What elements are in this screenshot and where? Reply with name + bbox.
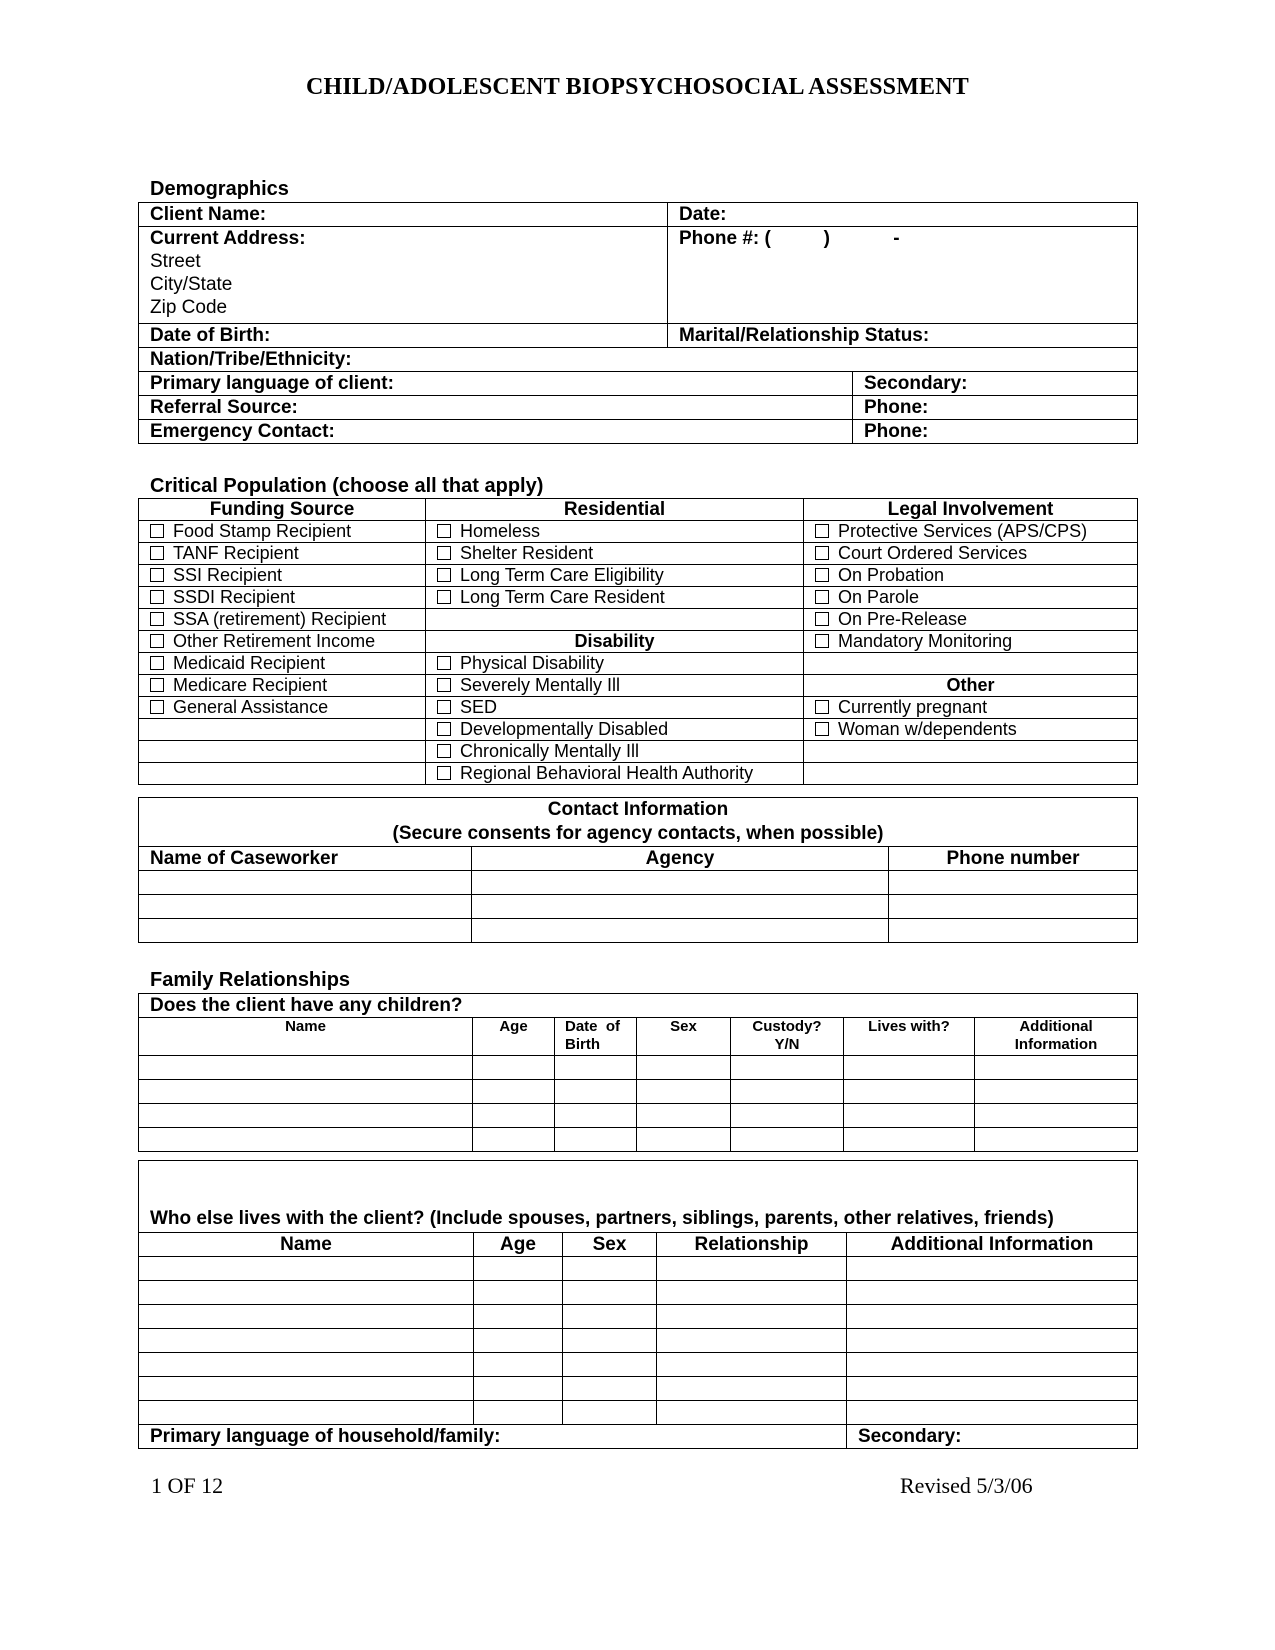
option-physical-disability[interactable]: Physical Disability [426,653,804,675]
client-name-field[interactable]: Client Name: [139,203,668,227]
checkbox[interactable] [150,568,164,582]
child-additional-info-header: Additional Information [975,1018,1138,1056]
child-sex-header: Sex [637,1018,731,1056]
option-probation[interactable]: On Probation [804,565,1138,587]
table-cell[interactable] [563,1401,657,1425]
table-cell[interactable] [473,1128,555,1152]
table-cell[interactable] [637,1080,731,1104]
family-relationships-heading: Family Relationships [150,969,351,991]
option-tanf[interactable]: TANF Recipient [139,543,426,565]
checkbox[interactable] [150,700,164,714]
caseworker-cell[interactable] [139,895,472,919]
empty-cell [139,719,426,741]
phone-cell[interactable] [889,919,1138,943]
empty-cell [804,741,1138,763]
table-cell[interactable] [473,1104,555,1128]
member-age-header: Age [474,1233,563,1257]
referral-phone-field[interactable]: Phone: [853,396,1138,420]
option-rbha[interactable]: Regional Behavioral Health Authority [426,763,804,785]
table-cell[interactable] [657,1401,847,1425]
current-address-label: Current Address: [150,228,306,249]
table-cell[interactable] [975,1080,1138,1104]
table-cell[interactable] [139,1104,473,1128]
empty-cell [804,653,1138,675]
option-medicaid[interactable]: Medicaid Recipient [139,653,426,675]
empty-cell [139,741,426,763]
page-title: CHILD/ADOLESCENT BIOPSYCHOSOCIAL ASSESSMENT [305,74,970,100]
table-cell[interactable] [847,1281,1138,1305]
table-cell[interactable] [844,1080,975,1104]
table-cell[interactable] [555,1056,637,1080]
child-name-header: Name [139,1018,473,1056]
table-cell[interactable] [139,1080,473,1104]
member-name-header: Name [139,1233,474,1257]
option-sed[interactable]: SED [426,697,804,719]
checkbox[interactable] [150,546,164,560]
table-cell[interactable] [563,1329,657,1353]
table-cell[interactable] [139,1353,474,1377]
agency-cell[interactable] [472,895,889,919]
phone-cell[interactable] [889,871,1138,895]
critical-population-heading: Critical Population (choose all that apply) [150,475,544,497]
street-label: Street [150,251,201,272]
table-cell[interactable] [844,1104,975,1128]
table-cell[interactable] [563,1377,657,1401]
option-general-assistance[interactable]: General Assistance [139,697,426,719]
table-cell[interactable] [657,1377,847,1401]
table-cell[interactable] [731,1128,844,1152]
table-cell[interactable] [847,1257,1138,1281]
checkbox[interactable] [815,590,829,604]
table-cell[interactable] [555,1080,637,1104]
demographics-heading: Demographics [150,178,289,200]
table-cell[interactable] [474,1353,563,1377]
member-additional-info-header: Additional Information [847,1233,1138,1257]
table-cell[interactable] [847,1377,1138,1401]
option-other-retirement[interactable]: Other Retirement Income [139,631,426,653]
checkbox[interactable] [150,656,164,670]
table-cell[interactable] [847,1305,1138,1329]
table-cell[interactable] [731,1080,844,1104]
checkbox[interactable] [815,546,829,560]
option-developmentally-disabled[interactable]: Developmentally Disabled [426,719,804,741]
option-mandatory-monitoring[interactable]: Mandatory Monitoring [804,631,1138,653]
other-header: Other [804,675,1138,697]
date-of-birth-field[interactable]: Date of Birth: [139,324,668,348]
checkbox[interactable] [150,590,164,604]
table-cell[interactable] [473,1080,555,1104]
option-ltc-resident[interactable]: Long Term Care Resident [426,587,804,609]
household-question: Who else lives with the client? (Include spouses, partners, siblings, parents, other relatives, friends) [139,1161,1138,1233]
empty-cell [139,763,426,785]
option-ssi[interactable]: SSI Recipient [139,565,426,587]
checkbox[interactable] [815,524,829,538]
option-protective-services[interactable]: Protective Services (APS/CPS) [804,521,1138,543]
residential-header: Residential [426,499,804,521]
checkbox[interactable] [437,722,451,736]
referral-source-field[interactable]: Referral Source: [139,396,853,420]
checkbox[interactable] [437,546,451,560]
table-cell[interactable] [637,1128,731,1152]
caseworker-cell[interactable] [139,871,472,895]
checkbox[interactable] [150,612,164,626]
table-cell[interactable] [847,1329,1138,1353]
table-cell[interactable] [975,1128,1138,1152]
empty-cell [426,609,804,631]
empty-cell [804,763,1138,785]
checkbox[interactable] [437,656,451,670]
table-cell[interactable] [474,1305,563,1329]
checkbox[interactable] [150,524,164,538]
phone-cell[interactable] [889,895,1138,919]
checkbox[interactable] [815,700,829,714]
table-cell[interactable] [474,1281,563,1305]
revision-date: Revised 5/3/06 [900,1473,1033,1498]
household-secondary-field[interactable]: Secondary: [847,1425,1138,1449]
option-severely-mentally-ill[interactable]: Severely Mentally Ill [426,675,804,697]
table-cell[interactable] [637,1056,731,1080]
contact-information-table [138,797,1138,943]
table-cell[interactable] [474,1377,563,1401]
table-cell[interactable] [139,1377,474,1401]
checkbox[interactable] [150,678,164,692]
secondary-language-field[interactable]: Secondary: [853,372,1138,396]
table-cell[interactable] [139,1128,473,1152]
table-cell[interactable] [563,1257,657,1281]
checkbox[interactable] [437,678,451,692]
agency-cell[interactable] [472,871,889,895]
option-parole[interactable]: On Parole [804,587,1138,609]
table-cell[interactable] [637,1104,731,1128]
table-cell[interactable] [139,1401,474,1425]
children-table [138,993,1138,1152]
table-cell[interactable] [975,1104,1138,1128]
demographics-table [138,202,1138,444]
child-lives-with-header: Lives with? [844,1018,975,1056]
checkbox[interactable] [437,700,451,714]
option-chronically-mentally-ill[interactable]: Chronically Mentally Ill [426,741,804,763]
checkbox[interactable] [815,722,829,736]
child-age-header: Age [473,1018,555,1056]
household-language-field[interactable]: Primary language of household/family: [139,1425,847,1449]
phone-number-column-header: Phone number [889,847,1138,871]
phone-field[interactable]: Phone #: ( ) - [668,227,1138,324]
funding-source-header: Funding Source [139,499,426,521]
table-cell[interactable] [657,1281,847,1305]
table-cell[interactable] [474,1401,563,1425]
table-cell[interactable] [139,1257,474,1281]
option-food-stamp[interactable]: Food Stamp Recipient [139,521,426,543]
nation-tribe-ethnicity-field[interactable]: Nation/Tribe/Ethnicity: [139,348,1138,372]
marital-status-field[interactable]: Marital/Relationship Status: [668,324,1138,348]
option-ssdi[interactable]: SSDI Recipient [139,587,426,609]
table-cell[interactable] [563,1353,657,1377]
checkbox[interactable] [815,634,829,648]
household-members-table [138,1160,1138,1449]
zip-code-label: Zip Code [150,297,228,318]
table-cell[interactable] [657,1329,847,1353]
current-address-field[interactable] [139,227,668,324]
table-cell[interactable] [657,1305,847,1329]
table-cell[interactable] [731,1104,844,1128]
table-cell[interactable] [847,1353,1138,1377]
child-dob-header: Date of Birth [555,1018,637,1056]
option-court-ordered[interactable]: Court Ordered Services [804,543,1138,565]
contact-information-title: Contact Information [547,799,729,820]
option-ltc-eligibility[interactable]: Long Term Care Eligibility [426,565,804,587]
caseworker-cell[interactable] [139,919,472,943]
legal-involvement-header: Legal Involvement [804,499,1138,521]
children-question: Does the client have any children? [139,994,1138,1018]
table-cell[interactable] [975,1056,1138,1080]
table-cell[interactable] [847,1401,1138,1425]
page-number: 1 OF 12 [151,1473,224,1498]
agency-column-header: Agency [472,847,889,871]
table-cell[interactable] [844,1128,975,1152]
table-cell[interactable] [657,1257,847,1281]
table-cell[interactable] [555,1104,637,1128]
table-cell[interactable] [139,1281,474,1305]
table-cell[interactable] [139,1056,473,1080]
checkbox[interactable] [437,568,451,582]
table-cell[interactable] [657,1353,847,1377]
checkbox[interactable] [437,524,451,538]
option-shelter-resident[interactable]: Shelter Resident [426,543,804,565]
table-cell[interactable] [844,1056,975,1080]
checkbox[interactable] [815,612,829,626]
table-cell[interactable] [474,1257,563,1281]
table-cell[interactable] [555,1128,637,1152]
member-relationship-header: Relationship [657,1233,847,1257]
contact-information-header [139,798,1138,847]
member-sex-header: Sex [563,1233,657,1257]
checkbox[interactable] [437,590,451,604]
table-cell[interactable] [563,1305,657,1329]
emergency-phone-field[interactable]: Phone: [853,420,1138,444]
table-cell[interactable] [731,1056,844,1080]
city-state-label: City/State [150,274,233,295]
critical-population-table [138,498,1138,785]
option-woman-dependents[interactable]: Woman w/dependents [804,719,1138,741]
option-homeless[interactable]: Homeless [426,521,804,543]
checkbox[interactable] [437,744,451,758]
table-cell[interactable] [474,1329,563,1353]
agency-cell[interactable] [472,919,889,943]
table-cell[interactable] [139,1329,474,1353]
checkbox[interactable] [437,766,451,780]
disability-header: Disability [426,631,804,653]
date-field[interactable]: Date: [668,203,1138,227]
contact-information-subtitle: (Secure consents for agency contacts, when possible) [392,823,884,844]
caseworker-column-header: Name of Caseworker [139,847,472,871]
checkbox[interactable] [150,634,164,648]
emergency-contact-field[interactable]: Emergency Contact: [139,420,853,444]
table-cell[interactable] [563,1281,657,1305]
option-medicare[interactable]: Medicare Recipient [139,675,426,697]
checkbox[interactable] [815,568,829,582]
child-custody-header: Custody? Y/N [731,1018,844,1056]
table-cell[interactable] [473,1056,555,1080]
option-currently-pregnant[interactable]: Currently pregnant [804,697,1138,719]
primary-language-field[interactable]: Primary language of client: [139,372,853,396]
option-pre-release[interactable]: On Pre-Release [804,609,1138,631]
option-ssa-retirement[interactable]: SSA (retirement) Recipient [139,609,426,631]
table-cell[interactable] [139,1305,474,1329]
